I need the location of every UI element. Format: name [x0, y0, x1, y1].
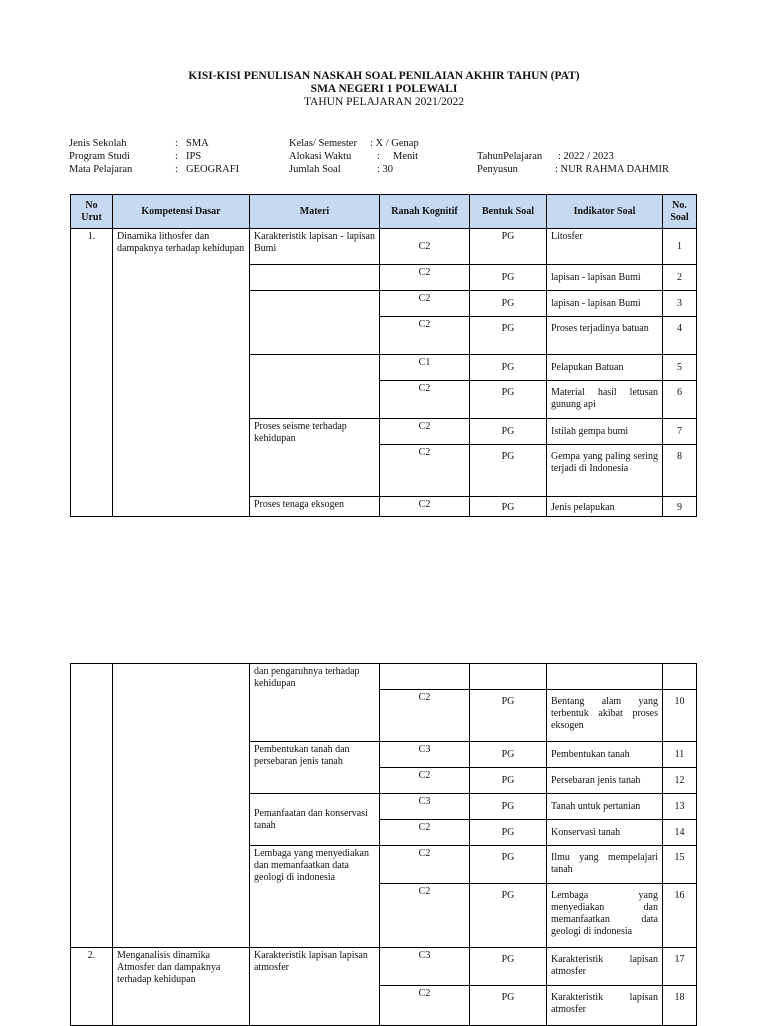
col-materi: Materi — [250, 195, 380, 229]
academic-year: TAHUN PELAJARAN 2021/2022 — [303, 96, 465, 108]
indikator-cell: lapisan - lapisan Bumi — [547, 265, 663, 291]
ranah-cell: C3 — [380, 948, 470, 986]
meta-penyusun-label: Penyusun — [477, 164, 518, 175]
meta-colon: : — [175, 164, 178, 175]
no-soal-cell — [663, 664, 697, 690]
no-soal-cell: 3 — [663, 291, 697, 317]
no-soal-cell: 5 — [663, 355, 697, 381]
bentuk-cell: PG — [470, 768, 547, 794]
meta-kelas-value: : X / Genap — [370, 138, 419, 149]
ranah-cell: C2 — [380, 768, 470, 794]
bentuk-cell: PG — [470, 742, 547, 768]
ranah-cell: C2 — [380, 265, 470, 291]
bentuk-cell: PG — [470, 445, 547, 497]
ranah-cell: C1 — [380, 355, 470, 381]
no-soal-cell: 18 — [663, 986, 697, 1026]
meta-mapel-label: Mata Pelajaran — [69, 164, 133, 175]
no-soal-cell: 10 — [663, 690, 697, 742]
ranah-cell: C2 — [380, 317, 470, 355]
indikator-cell: Pembentukan tanah — [547, 742, 663, 768]
bentuk-cell: PG — [470, 794, 547, 820]
indikator-cell: Istilah gempa bumi — [547, 419, 663, 445]
table-row — [71, 664, 697, 690]
meta-colon: : — [175, 151, 178, 162]
no-soal-cell: 14 — [663, 820, 697, 846]
ranah-cell — [380, 664, 470, 690]
materi-cell: Proses seisme terhadap kehidupan — [250, 419, 380, 497]
meta-jenis-value: SMA — [186, 138, 209, 149]
no-soal-cell: 9 — [663, 497, 697, 517]
ranah-cell: C3 — [380, 742, 470, 768]
indikator-cell: Lembaga yang menyediakan dan memanfaatkan data geologi di indonesia — [547, 884, 663, 948]
no-urut-cell — [71, 664, 113, 948]
col-kompetensi: Kompetensi Dasar — [113, 195, 250, 229]
indikator-cell: Pelapukan Batuan — [547, 355, 663, 381]
no-soal-cell: 15 — [663, 846, 697, 884]
materi-cell: Proses tenaga eksogen — [250, 497, 380, 517]
ranah-cell: C2 — [380, 419, 470, 445]
bentuk-cell: PG — [470, 419, 547, 445]
no-soal-cell: 2 — [663, 265, 697, 291]
kisi-table-page2 — [70, 663, 697, 1026]
materi-cell: Pemanfaatan dan konservasi tanah — [250, 794, 380, 846]
indikator-cell: lapisan - lapisan Bumi — [547, 291, 663, 317]
ranah-cell: C2 — [380, 445, 470, 497]
materi-cell: Karakteristik lapisan - lapisan Bumi — [250, 229, 380, 265]
bentuk-cell: PG — [470, 820, 547, 846]
col-no-soal: No. Soal — [663, 195, 697, 229]
meta-alokasi-value: Menit — [393, 151, 419, 162]
indikator-cell: Konservasi tanah — [547, 820, 663, 846]
table-header-row — [71, 195, 697, 229]
bentuk-cell: PG — [470, 229, 547, 265]
no-soal-cell: 11 — [663, 742, 697, 768]
indikator-cell: Proses terjadinya batuan — [547, 317, 663, 355]
no-soal-cell: 16 — [663, 884, 697, 948]
indikator-cell: Ilmu yang mempelajari tanah — [547, 846, 663, 884]
meta-colon: : — [377, 151, 380, 162]
ranah-cell: C2 — [380, 846, 470, 884]
ranah-cell: C2 — [380, 986, 470, 1026]
meta-penyusun-value: : NUR RAHMA DAHMIR — [555, 164, 670, 175]
indikator-cell: Karakteristik lapisan atmosfer — [547, 948, 663, 986]
bentuk-cell: PG — [470, 986, 547, 1026]
doc-title: KISI-KISI PENULISAN NASKAH SOAL PENILAIAN AKHIR TAHUN (PAT) — [188, 70, 580, 82]
kompetensi-cell — [113, 664, 250, 948]
ranah-cell: C3 — [380, 794, 470, 820]
materi-cell — [250, 291, 380, 355]
col-no-urut: No Urut — [71, 195, 113, 229]
bentuk-cell — [470, 664, 547, 690]
ranah-cell: C2 — [380, 497, 470, 517]
meta-kelas-label: Kelas/ Semester — [289, 138, 357, 149]
indikator-cell: Karakteristik lapisan atmosfer — [547, 986, 663, 1026]
indikator-cell: Bentang alam yang terbentuk akibat proses eksogen — [547, 690, 663, 742]
bentuk-cell: PG — [470, 846, 547, 884]
meta-alokasi-label: Alokasi Waktu — [289, 151, 352, 162]
no-soal-cell: 8 — [663, 445, 697, 497]
bentuk-cell: PG — [470, 317, 547, 355]
meta-jumlah-label: Jumlah Soal — [289, 164, 341, 175]
ranah-cell: C2 — [380, 381, 470, 419]
kompetensi-cell: Dinamika lithosfer dan dampaknya terhadap kehidupan — [113, 229, 250, 517]
col-indikator: Indikator Soal — [547, 195, 663, 229]
bentuk-cell: PG — [470, 948, 547, 986]
ranah-cell: C2 — [380, 820, 470, 846]
meta-jumlah-value: : 30 — [377, 164, 394, 175]
materi-cell: dan pengaruhnya terhadap kehidupan — [250, 664, 380, 742]
no-urut-cell: 2. — [71, 948, 113, 1026]
ranah-cell: C2 — [380, 229, 470, 265]
ranah-cell: C2 — [380, 690, 470, 742]
no-soal-cell: 4 — [663, 317, 697, 355]
ranah-cell: C2 — [380, 884, 470, 948]
indikator-cell: Jenis pelapukan — [547, 497, 663, 517]
indikator-cell: Persebaran jenis tanah — [547, 768, 663, 794]
col-bentuk: Bentuk Soal — [470, 195, 547, 229]
indikator-cell: Gempa yang paling sering terjadi di Indonesia — [547, 445, 663, 497]
indikator-cell: Tanah untuk pertanian — [547, 794, 663, 820]
bentuk-cell: PG — [470, 690, 547, 742]
meta-tahun-value: : 2022 / 2023 — [558, 151, 614, 162]
table-row — [71, 948, 697, 986]
materi-cell: Lembaga yang menyediakan dan memanfaatkan data geologi di indonesia — [250, 846, 380, 948]
bentuk-cell: PG — [470, 884, 547, 948]
bentuk-cell: PG — [470, 265, 547, 291]
no-soal-cell: 1 — [663, 229, 697, 265]
kompetensi-cell: Menganalisis dinamika Atmosfer dan dampaknya terhadap kehidupan — [113, 948, 250, 1026]
no-soal-cell: 12 — [663, 768, 697, 794]
kisi-table-page1 — [70, 194, 697, 517]
materi-cell — [250, 265, 380, 291]
bentuk-cell: PG — [470, 355, 547, 381]
meta-colon: : — [175, 138, 178, 149]
no-soal-cell: 13 — [663, 794, 697, 820]
materi-cell: Karakteristik lapisan lapisan atmosfer — [250, 948, 380, 1026]
col-ranah: Ranah Kognitif — [380, 195, 470, 229]
table-row — [71, 229, 697, 265]
bentuk-cell: PG — [470, 291, 547, 317]
meta-tahun-label: TahunPelajaran — [477, 151, 543, 162]
indikator-cell: Litosfer — [547, 229, 663, 265]
no-soal-cell: 17 — [663, 948, 697, 986]
meta-prodi-value: IPS — [186, 151, 202, 162]
ranah-cell: C2 — [380, 291, 470, 317]
no-soal-cell: 7 — [663, 419, 697, 445]
no-urut-cell: 1. — [71, 229, 113, 517]
meta-prodi-label: Program Studi — [69, 151, 130, 162]
bentuk-cell: PG — [470, 497, 547, 517]
meta-mapel-value: GEOGRAFI — [186, 164, 240, 175]
school-name: SMA NEGERI 1 POLEWALI — [310, 83, 458, 95]
no-soal-cell: 6 — [663, 381, 697, 419]
materi-cell — [250, 355, 380, 419]
bentuk-cell: PG — [470, 381, 547, 419]
meta-jenis-label: Jenis Sekolah — [69, 138, 127, 149]
indikator-cell — [547, 664, 663, 690]
indikator-cell: Material hasil letusan gunung api — [547, 381, 663, 419]
materi-cell: Pembentukan tanah dan persebaran jenis tanah — [250, 742, 380, 794]
